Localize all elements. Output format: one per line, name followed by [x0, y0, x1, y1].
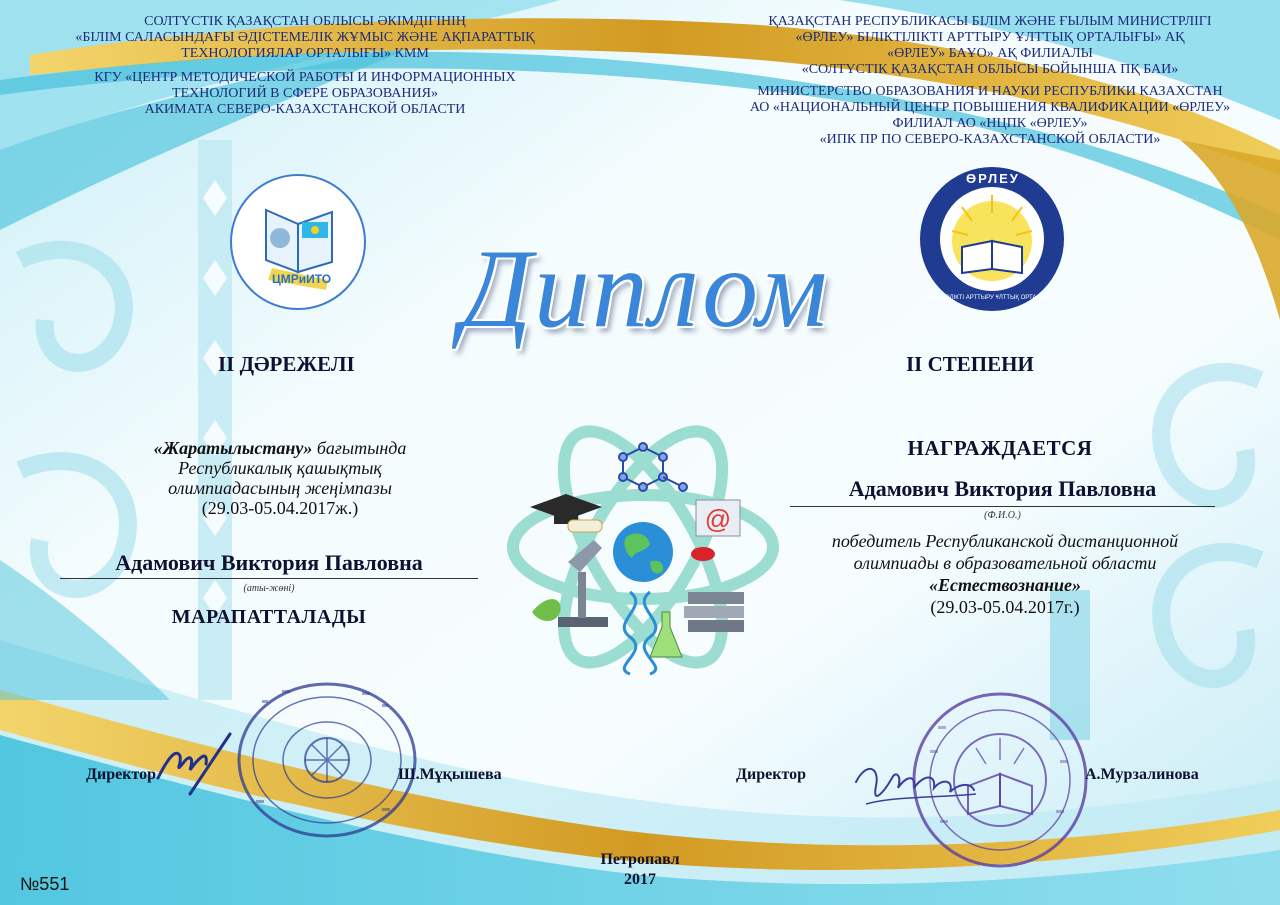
header-left-ru-line: КГУ «ЦЕНТР МЕТОДИЧЕСКОЙ РАБОТЫ И ИНФОРМАЦИОННЫХ	[94, 70, 516, 85]
right-line-1: победитель Республиканской дистанционной	[831, 531, 1179, 551]
diploma-number: №551	[20, 874, 70, 894]
right-director-title: Директор	[736, 766, 806, 783]
header-right-kz-line: «ӨРЛЕУ» БІЛІКТІЛІКТІ АРТТЫРУ ҰЛТТЫҚ ОРТАЛЫҒЫ» АҚ	[795, 30, 1185, 45]
right-recipient-name: Адамович Виктория Павловна	[790, 476, 1215, 507]
right-signature	[846, 752, 996, 822]
cmrito-logo	[228, 172, 368, 312]
left-line-2: Республикалық қашықтық	[178, 458, 382, 478]
left-award-text	[90, 438, 470, 518]
right-dates: (29.03-05.04.2017г.)	[930, 597, 1080, 617]
footer-city: Петропавл	[600, 851, 680, 868]
left-seal-stamp	[232, 680, 422, 840]
degree-ru: II СТЕПЕНИ	[906, 352, 1034, 376]
right-awarded: НАГРАЖДАЕТСЯ	[907, 436, 1093, 460]
left-awarded: МАРАПАТТАЛАДЫ	[171, 606, 367, 628]
diploma-title: Диплом	[460, 227, 830, 351]
right-award-text	[785, 530, 1225, 618]
right-line-2: олимпиады в образовательной области	[853, 553, 1157, 573]
orleu-logo	[918, 165, 1066, 313]
orleu-logo-ring-text: БІЛІКТІЛІКТІ АРТТЫРУ ҰЛТТЫҚ ОРТАЛЫҒЫ	[929, 295, 1055, 301]
right-subject: «Естествознание»	[928, 575, 1082, 595]
header-right-ru-line: МИНИСТЕРСТВО ОБРАЗОВАНИЯ И НАУКИ РЕСПУБЛИКИ КАЗАХСТАН	[757, 84, 1223, 99]
footer-place-year	[560, 850, 720, 890]
right-name-caption: (Ф.И.О.)	[984, 510, 1021, 521]
header-right-ru-line: ФИЛИАЛ АО «НЦПК «ӨРЛЕУ»	[892, 116, 1088, 131]
left-dates: (29.03-05.04.2017ж.)	[201, 498, 359, 518]
header-left	[40, 14, 570, 118]
header-right-kz-line: «СОЛТҮСТІК ҚАЗАҚСТАН ОБЛЫСЫ БОЙЫНША ПҚ БАИ»	[801, 62, 1179, 77]
orleu-logo-top-text: ӨРЛЕУ	[966, 171, 1020, 186]
left-director-title: Директор	[86, 766, 156, 783]
header-right-kz-line: «ӨРЛЕУ» БАҰО» АҚ ФИЛИАЛЫ	[887, 46, 1093, 61]
science-emblem	[498, 412, 788, 682]
left-name-caption: (аты-жөні)	[243, 583, 295, 594]
cmrito-logo-text: ЦМРиИТО	[272, 272, 332, 286]
footer-year: 2017	[624, 871, 656, 888]
header-left-ru-line: АКИМАТА СЕВЕРО-КАЗАХСТАНСКОЙ ОБЛАСТИ	[144, 102, 466, 117]
header-left-ru-line: ТЕХНОЛОГИЙ В СФЕРЕ ОБРАЗОВАНИЯ»	[172, 86, 438, 101]
header-left-kz-line: ТЕХНОЛОГИЯЛАР ОРТАЛЫҒЫ» КММ	[181, 46, 429, 61]
left-recipient-name: Адамович Виктория Павловна	[60, 550, 478, 579]
header-left-kz-line: СОЛТҮСТІК ҚАЗАҚСТАН ОБЛЫСЫ ӘКІМДІГІНІҢ	[144, 14, 466, 29]
left-director-name: Ш.Мұқышева	[398, 766, 502, 783]
svg-text:@: @	[704, 504, 732, 534]
right-director-name: А.Мурзалинова	[1085, 766, 1199, 783]
header-left-kz-line: «БІЛІМ САЛАСЫНДАҒЫ ӘДІСТЕМЕЛІК ЖҰМЫС ЖӘНЕ АҚПАРАТТЫҚ	[75, 30, 535, 45]
degree-kz: II ДӘРЕЖЕЛІ	[218, 352, 355, 376]
header-right-ru-line: АО «НАЦИОНАЛЬНЫЙ ЦЕНТР ПОВЫШЕНИЯ КВАЛИФИКАЦИИ «ӨРЛЕУ»	[749, 100, 1231, 115]
header-right	[715, 14, 1265, 148]
header-right-ru-line: «ИПК ПР ПО СЕВЕРО-КАЗАХСТАНСКОЙ ОБЛАСТИ»	[819, 132, 1161, 147]
left-line-3: олимпиадасының жеңімпазы	[168, 478, 392, 498]
left-direction-rest: бағытында	[312, 438, 407, 458]
header-right-kz-line: ҚАЗАҚСТАН РЕСПУБЛИКАСЫ БІЛІМ ЖӘНЕ ҒЫЛЫМ МИНИСТРЛІГІ	[768, 14, 1212, 29]
left-direction-line	[90, 438, 470, 458]
left-signature	[150, 728, 260, 798]
left-direction-subject: «Жаратылыстану»	[153, 438, 313, 458]
